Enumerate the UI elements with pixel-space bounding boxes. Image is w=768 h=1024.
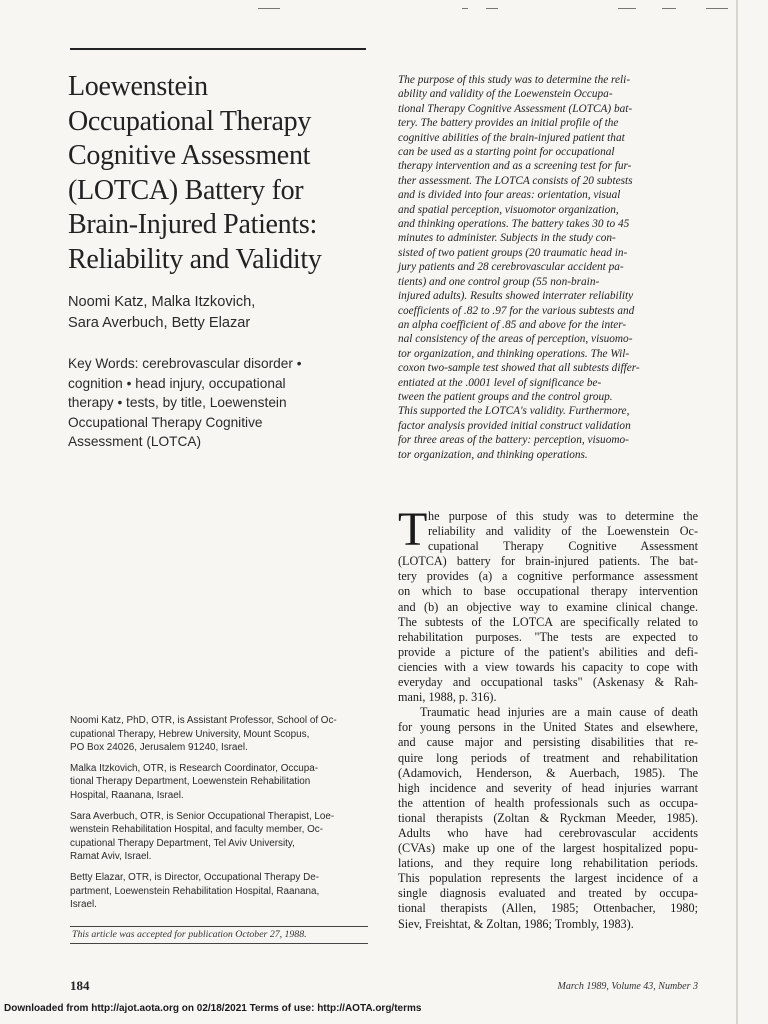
footnote-rule <box>70 943 368 944</box>
body-line: reliability and validity of the Loewenstein Oc- <box>428 524 698 539</box>
title-line: Occupational Therapy <box>68 105 312 137</box>
affiliation <box>70 871 368 912</box>
abstract-line: tery. The battery provides an initial profile of the <box>398 117 619 130</box>
affiliation-line: Ramat Aviv, Israel. <box>70 851 152 863</box>
body-line: Traumatic head injuries are a main cause of death <box>420 705 698 720</box>
body-text <box>398 503 698 932</box>
abstract-line: sisted of two patient groups (20 traumatic head in- <box>398 246 628 259</box>
affiliation-line: Israel. <box>70 899 97 911</box>
scan-mark <box>258 8 280 9</box>
affiliation-line: Sara Averbuch, OTR, is Senior Occupational Therapist, Loe- <box>70 810 335 822</box>
body-line: Siev, Freishtat, & Zoltan, 1986; Trombly, 1983). <box>398 916 634 931</box>
abstract-line: and is divided into four areas: orientation, visual <box>398 189 621 202</box>
affiliation <box>70 810 368 864</box>
abstract <box>398 73 698 462</box>
body-line: high incidence and severity of head injuries warrant <box>398 780 698 795</box>
keywords-line: therapy • tests, by title, Loewenstein <box>68 395 287 411</box>
body-line: quire long periods of treatment and rehabilitation <box>398 750 698 765</box>
affiliation-line: PO Box 24026, Jerusalem 91240, Israel. <box>70 742 248 754</box>
abstract-line: entiated at the .0001 level of significance be- <box>398 376 602 389</box>
abstract-line: ability and validity of the Loewenstein Occupa- <box>398 88 613 101</box>
key-words <box>68 354 358 452</box>
body-line: cupational Therapy Cognitive Assessment <box>428 539 698 554</box>
scan-mark <box>486 8 498 9</box>
abstract-line: tor organization, and thinking operations. <box>398 448 588 461</box>
download-notice: Downloaded from http://ajot.aota.org on 02/18/2021 Terms of use: http://AOTA.org/terms <box>4 1003 422 1014</box>
abstract-line: coxon two-sample test showed that all subtests differ- <box>398 362 640 375</box>
scan-mark <box>662 8 676 9</box>
title-line: Cognitive Assessment <box>68 140 311 171</box>
author-line: Noomi Katz, Malka Itzkovich, <box>68 294 256 310</box>
abstract-line: ther assessment. The LOTCA consists of 20 subtests <box>398 174 633 187</box>
scan-mark <box>462 8 468 9</box>
body-line: (Adamovich, Henderson, & Auerbach, 1985). The <box>398 765 698 780</box>
author-affiliations <box>70 714 368 919</box>
abstract-line: minutes to administer. Subjects in the study con- <box>398 232 616 245</box>
body-line: on which to base occupational therapy intervention <box>398 584 698 599</box>
affiliation-line: Hospital, Raanana, Israel. <box>70 789 184 801</box>
abstract-line: tients) and one control group (55 non-brain- <box>398 275 600 288</box>
body-line: (CVAs) make up one of the largest hospitalized popu- <box>398 841 698 856</box>
body-line: lations, and they require long rehabilitation periods. <box>398 856 698 871</box>
top-rule <box>70 48 366 50</box>
affiliation-rule <box>70 926 368 927</box>
keywords-line: Assessment (LOTCA) <box>68 434 202 450</box>
author-line: Sara Averbuch, Betty Elazar <box>68 315 251 331</box>
body-line: single diagnosis evaluated and treated by occupa- <box>398 886 698 901</box>
body-line: everyday and occupational tasks" (Askenasy & Rah- <box>398 675 698 690</box>
affiliation <box>70 762 368 803</box>
abstract-line: injured adults). Results showed interrater reliability <box>398 290 634 303</box>
keywords-line: cognition • head injury, occupational <box>68 375 286 391</box>
affiliation-line: Malka Itzkovich, OTR, is Research Coordinator, Occupa- <box>70 762 319 774</box>
abstract-line: tional Therapy Cognitive Assessment (LOTCA) bat- <box>398 102 633 115</box>
abstract-line: nal consistency of the areas of perception, visuomo- <box>398 333 633 346</box>
affiliation-line: Noomi Katz, PhD, OTR, is Assistant Professor, School of Oc- <box>70 715 337 726</box>
body-line: he purpose of this study was to determine the <box>428 509 698 523</box>
page-number: 184 <box>70 978 90 993</box>
abstract-line: jury patients and 28 cerebrovascular accident pa- <box>398 261 624 274</box>
body-line: ciencies with a view towards his capacity to cope with <box>398 659 698 674</box>
body-line: tery provides (a) a cognitive performance assessment <box>398 569 698 584</box>
abstract-line: therapy intervention and as a screening test for fur- <box>398 160 632 173</box>
body-line: provide a picture of the patient's abilities and defi- <box>398 644 698 659</box>
abstract-line: an alpha coefficient of .85 and above for the inter- <box>398 318 627 331</box>
drop-cap: T <box>398 503 428 556</box>
body-line: Adults who have had cerebrovascular accidents <box>398 825 698 840</box>
affiliation-line: wenstein Rehabilitation Hospital, and faculty member, Oc- <box>70 824 324 836</box>
page-edge <box>736 0 738 1024</box>
abstract-line: for three areas of the battery: perception, visuomo- <box>398 434 629 447</box>
affiliation-line: cupational Therapy, Hebrew University, Mount Scopus, <box>70 728 310 740</box>
body-line: tional therapists (Zoltan & Ryckman Meeder, 1985). <box>398 810 698 825</box>
scan-mark <box>618 8 636 9</box>
abstract-line: and spatial perception, visuomotor organization, <box>398 203 619 216</box>
abstract-line: can be used as a starting point for occupational <box>398 146 615 159</box>
body-line: the attention of health professionals such as occupa- <box>398 795 698 810</box>
title-line: (LOTCA) Battery for <box>68 174 304 206</box>
abstract-line: coefficients of .82 to .97 for the various subtests and <box>398 304 635 317</box>
abstract-line: cognitive abilities of the brain-injured patient that <box>398 131 625 144</box>
abstract-line: tor organization, and thinking operations. The Wil- <box>398 347 630 360</box>
keywords-line: Key Words: cerebrovascular disorder • <box>68 356 302 371</box>
title-line: Reliability and Validity <box>68 243 322 275</box>
body-line: tional therapists (Allen, 1985; Ottenbacher, 1980; <box>398 901 698 916</box>
article-title <box>68 70 368 277</box>
issue-info: March 1989, Volume 43, Number 3 <box>557 981 698 992</box>
abstract-line: The purpose of this study was to determine the reli- <box>398 74 631 86</box>
body-line: mani, 1988, p. 316). <box>398 690 497 705</box>
affiliation-line: Betty Elazar, OTR, is Director, Occupational Therapy De- <box>70 871 319 883</box>
body-line: and cause major and persisting disabilities that re- <box>398 735 698 750</box>
author-list <box>68 292 358 334</box>
body-line: The subtests of the LOTCA are specifically related to <box>398 614 698 629</box>
affiliation <box>70 714 368 755</box>
abstract-line: and thinking operations. The battery takes 30 to 45 <box>398 218 630 231</box>
title-line: Loewenstein <box>68 71 208 102</box>
abstract-line: This supported the LOTCA's validity. Furthermore, <box>398 405 630 418</box>
affiliation-line: partment, Loewenstein Rehabilitation Hospital, Raanana, <box>70 885 320 897</box>
accepted-note: This article was accepted for publication October 27, 1988. <box>72 929 307 940</box>
affiliation-line: tional Therapy Department, Loewenstein Rehabilitation <box>70 776 311 788</box>
keywords-line: Occupational Therapy Cognitive <box>68 414 263 430</box>
abstract-line: tween the patient groups and the control group. <box>398 390 613 403</box>
abstract-line: factor analysis provided initial construct validation <box>398 419 631 432</box>
body-line: for young persons in the United States and elsewhere, <box>398 720 698 735</box>
body-line: (LOTCA) battery for brain-injured patients. The bat- <box>398 554 698 569</box>
title-line: Brain-Injured Patients: <box>68 209 317 240</box>
body-line: This population represents the largest incidence of a <box>398 871 698 886</box>
scan-mark <box>706 8 728 9</box>
body-line: rehabilitation purposes. "The tests are expected to <box>398 629 698 644</box>
affiliation-line: cupational Therapy Department, Tel Aviv University, <box>70 837 295 849</box>
body-line: and (b) an objective way to examine clinical change. <box>398 599 698 614</box>
